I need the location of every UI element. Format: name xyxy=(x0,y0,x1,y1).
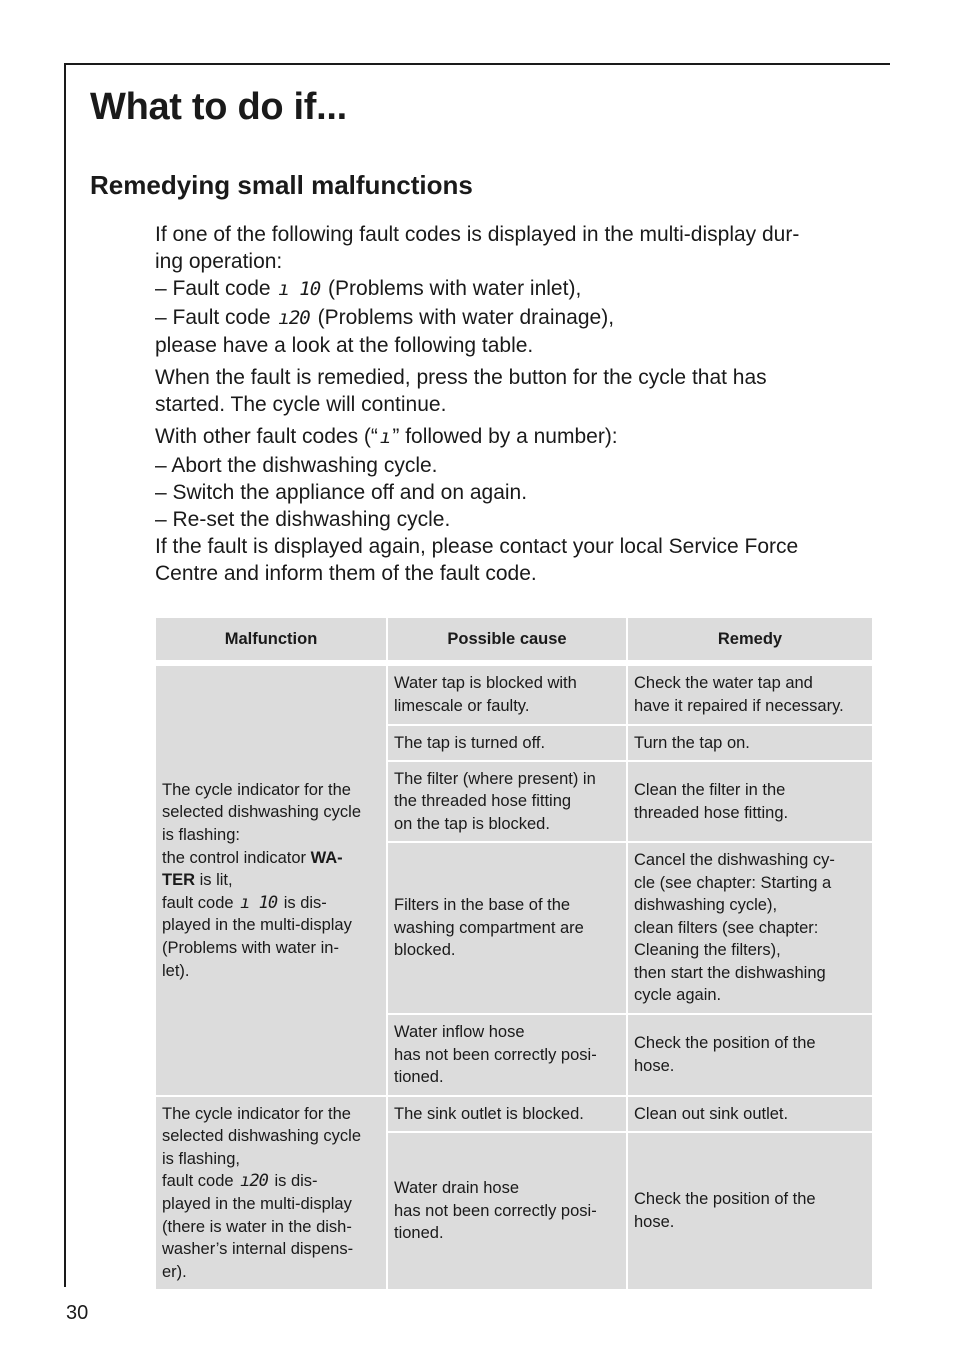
remedy-line: hose. xyxy=(634,1213,675,1231)
remedy-line: clean filters (see chapter: xyxy=(634,918,819,937)
cause-cell xyxy=(388,1097,626,1131)
cause-line: has not been correctly posi- xyxy=(394,1045,597,1064)
cause-line: The sink outlet is blocked. xyxy=(394,1104,584,1123)
malfunction-line: fault code xyxy=(162,1172,234,1191)
malfunction-table xyxy=(154,616,874,1291)
remedy-cell xyxy=(628,1097,872,1131)
cause-line: Water tap is blocked with xyxy=(394,674,577,693)
fault-code-i10-display: ı 10 xyxy=(278,278,321,301)
cause-line: tioned. xyxy=(394,1224,444,1243)
malfunction-line: let). xyxy=(162,961,190,980)
remedy-line: Cleaning the filters), xyxy=(634,941,781,960)
remedy-cell xyxy=(628,1133,872,1289)
other-codes-prefix: With other fault codes (“ xyxy=(155,425,378,449)
cause-line: The tap is turned off. xyxy=(394,733,546,752)
remedy-line: dishwashing cycle), xyxy=(634,896,778,915)
remedy-cell xyxy=(628,726,872,760)
table-row xyxy=(156,1097,872,1131)
remedy-line: then start the dishwashing xyxy=(634,963,826,982)
cause-line: Water drain hose xyxy=(394,1179,520,1198)
fault-code-label: – Fault code xyxy=(155,305,271,329)
other-codes-suffix: ” followed by a number): xyxy=(392,425,618,449)
malfunction-line: played in the multi-display xyxy=(162,916,352,935)
water-indicator-label: TER xyxy=(162,871,195,890)
fault-code-drain-line xyxy=(155,304,870,332)
intro-paragraph-3 xyxy=(155,423,870,587)
remedy-line: Cancel the dishwashing cy- xyxy=(634,850,835,869)
header-possible-cause: Possible cause xyxy=(388,618,626,660)
cause-line: Water inflow hose xyxy=(394,1023,525,1042)
malfunction-line: selected dishwashing cycle xyxy=(162,803,362,822)
remedy-cell xyxy=(628,666,872,724)
step-reset-cycle: – Re-set the dishwashing cycle. xyxy=(155,508,451,532)
cause-line: washing compartment are xyxy=(394,918,584,937)
step-switch-off-on: – Switch the appliance off and on again. xyxy=(155,480,528,504)
remedy-line: have it repaired if necessary. xyxy=(634,697,844,715)
header-remedy: Remedy xyxy=(628,618,872,660)
intro-line: When the fault is remedied, press the button for the cycle that has xyxy=(155,366,767,390)
cause-line: Filters in the base of the xyxy=(394,896,571,915)
malfunction-line: is flashing: xyxy=(162,826,240,845)
malfunction-line: The cycle indicator for the xyxy=(162,780,351,799)
remedy-line: Check the position of the xyxy=(634,1190,816,1209)
water-indicator-label: WA- xyxy=(310,848,343,867)
remedy-line: cle (see chapter: Starting a xyxy=(634,873,832,892)
cause-cell xyxy=(388,762,626,841)
table-spacer xyxy=(156,662,872,664)
malfunction-water-inlet xyxy=(156,666,386,1095)
cause-cell xyxy=(388,1015,626,1095)
other-codes-line xyxy=(155,423,870,451)
malfunction-line: selected dishwashing cycle xyxy=(162,1127,362,1146)
cause-line: tioned. xyxy=(394,1068,444,1087)
intro-text xyxy=(155,221,870,593)
intro-paragraph-1 xyxy=(155,221,870,359)
fault-code-label: – Fault code xyxy=(155,277,271,301)
fault-code-i20-display: ı20 xyxy=(240,1171,268,1192)
malfunction-line: (there is water in the dish- xyxy=(162,1217,352,1236)
malfunction-line: played in the multi-display xyxy=(162,1195,352,1213)
page-number: 30 xyxy=(66,1302,89,1324)
frame-left-rule xyxy=(64,63,66,1287)
cause-line: blocked. xyxy=(394,941,456,960)
malfunction-line: is dis- xyxy=(283,893,327,912)
malfunction-line: is flashing, xyxy=(162,1149,240,1168)
malfunction-line: is dis- xyxy=(274,1172,318,1191)
remedy-line: Turn the tap on. xyxy=(634,733,750,752)
remedy-line: Check the position of the xyxy=(634,1034,816,1053)
malfunction-line: The cycle indicator for the xyxy=(162,1104,351,1123)
fault-code-i10-display: ı 10 xyxy=(240,892,278,913)
section-title: Remedying small malfunctions xyxy=(90,170,473,200)
remedy-line: Check the water tap and xyxy=(634,674,813,693)
cause-cell xyxy=(388,1133,626,1289)
fault-code-description: (Problems with water inlet), xyxy=(328,277,582,301)
fault-code-inlet-line xyxy=(155,275,870,303)
intro-line: If the fault is displayed again, please contact your local Service Force xyxy=(155,535,799,559)
page-title: What to do if... xyxy=(90,86,347,128)
malfunction-line: er). xyxy=(162,1262,187,1281)
remedy-cell xyxy=(628,843,872,1013)
cause-cell xyxy=(388,843,626,1013)
malfunction-line: the control indicator xyxy=(162,848,306,867)
remedy-cell xyxy=(628,762,872,841)
remedy-line: Clean the filter in the xyxy=(634,780,786,799)
malfunction-line: is lit, xyxy=(199,871,233,890)
cause-line: The filter (where present) in xyxy=(394,769,596,788)
malfunction-water-drain xyxy=(156,1097,386,1289)
remedy-line: cycle again. xyxy=(634,986,722,1005)
header-malfunction: Malfunction xyxy=(156,618,386,660)
cause-line: the threaded hose fitting xyxy=(394,792,572,811)
fault-code-i20-display: ı20 xyxy=(278,306,310,329)
intro-line: If one of the following fault codes is displayed in the multi-display dur- xyxy=(155,223,800,246)
fault-code-description: (Problems with water drainage), xyxy=(317,305,615,329)
table-row xyxy=(156,666,872,724)
intro-line: Centre and inform them of the fault code. xyxy=(155,562,537,586)
intro-line: please have a look at the following table. xyxy=(155,333,534,357)
intro-line: started. The cycle will continue. xyxy=(155,393,447,417)
malfunction-line: fault code xyxy=(162,893,234,912)
remedy-line: hose. xyxy=(634,1057,675,1075)
table-header-row xyxy=(156,618,872,660)
remedy-line: Clean out sink outlet. xyxy=(634,1104,789,1123)
frame-top-rule xyxy=(64,63,890,65)
intro-line: ing operation: xyxy=(155,250,283,274)
remedy-cell xyxy=(628,1015,872,1095)
intro-paragraph-2 xyxy=(155,364,870,418)
malfunction-line: (Problems with water in- xyxy=(162,938,339,957)
remedy-line: threaded hose fitting. xyxy=(634,803,789,822)
cause-line: limescale or faulty. xyxy=(394,697,530,715)
cause-cell xyxy=(388,726,626,760)
cause-line: has not been correctly posi- xyxy=(394,1201,597,1220)
step-abort-cycle: – Abort the dishwashing cycle. xyxy=(155,453,438,477)
cause-line: on the tap is blocked. xyxy=(394,814,550,833)
malfunction-line: washer’s internal dispens- xyxy=(162,1240,354,1259)
fault-code-i-display: ı xyxy=(379,426,391,449)
cause-cell xyxy=(388,666,626,724)
